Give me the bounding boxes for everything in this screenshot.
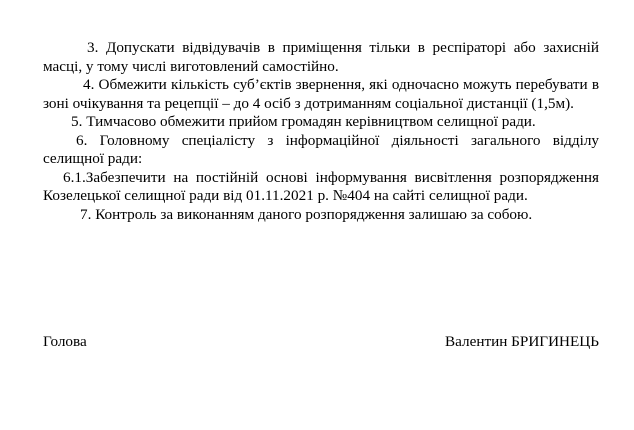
paragraph-item-3: 3. Допускати відвідувачів в приміщення тільки в респіраторі або захисній масці, у тому числі виготовлений самостійно. [43,39,599,75]
signature-title: Голова [43,333,87,350]
paragraph-item-6: 6. Головному спеціалісту з інформаційної діяльності загального відділу селищної ради: [43,131,599,167]
paragraph-item-4: 4. Обмежити кількість суб’єктів звернення, які одночасно можуть перебувати в зоні очікування та рецепції – до 4 осіб з дотриманням соціальної дистанції (1,5м). [43,76,599,112]
signature-block [43,333,599,352]
document-body [43,39,599,224]
paragraph-item-5: 5. Тимчасово обмежити прийом громадян керівництвом селищної ради. [71,113,536,130]
paragraph-item-6-1: 6.1.Забезпечити на постійній основі інформування висвітлення розпорядження Козелецької селищної ради від 01.11.2021 р. №404 на сайті селищної ради. [43,168,599,204]
signature-name: Валентин БРИГИНЕЦЬ [445,333,599,350]
paragraph-item-7: 7. Контроль за виконанням даного розпорядження залишаю за собою. [80,205,533,223]
